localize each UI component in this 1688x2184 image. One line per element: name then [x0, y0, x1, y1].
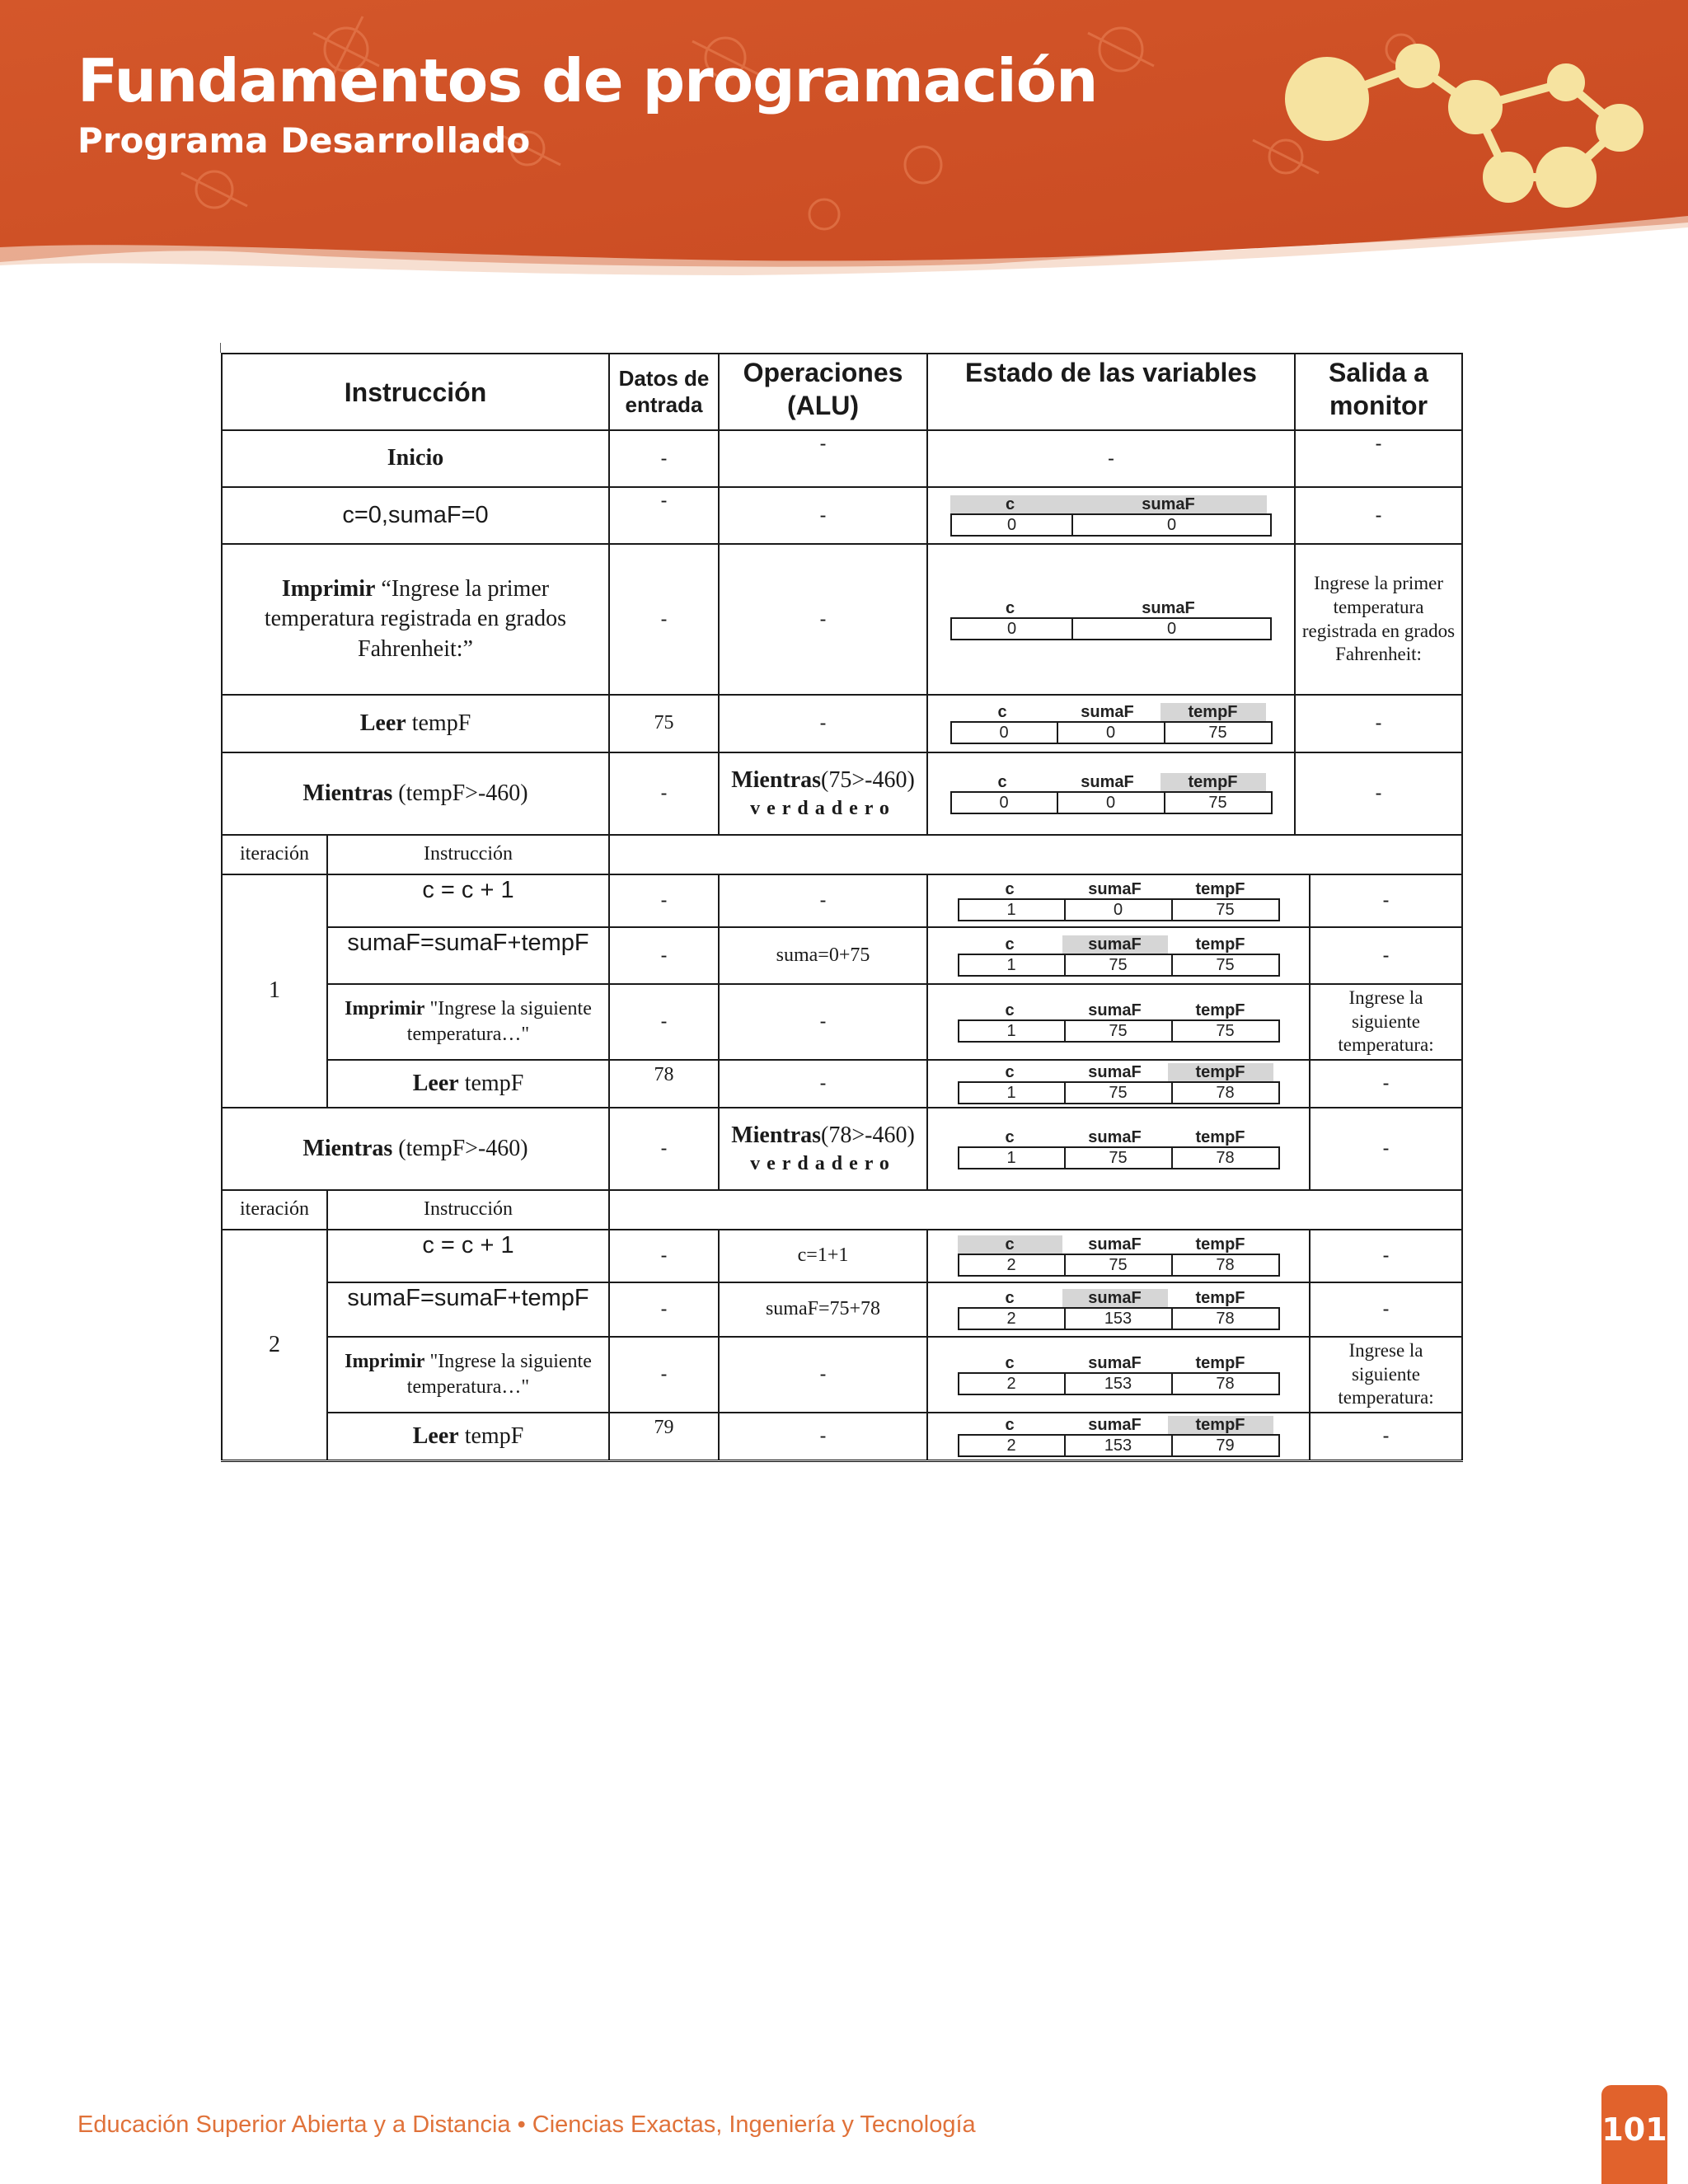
- var-label-sumaF: sumaF: [1070, 495, 1267, 513]
- var-label-sumaF: sumaF: [1088, 1415, 1142, 1434]
- row-iter1-leer: [222, 1060, 1462, 1108]
- iteration-header-row: [222, 835, 1462, 874]
- datos-cell: -: [609, 874, 719, 927]
- var-value-tempF: 75: [1216, 1022, 1235, 1040]
- row-leer: [222, 695, 1462, 752]
- instr-c-inc: c = c + 1: [327, 1230, 609, 1282]
- operacion-cell: c=1+1: [719, 1230, 927, 1282]
- var-value-c: 0: [952, 723, 1058, 743]
- imprimir-text: “Ingrese la primer temperatura registrada en grados Fahrenheit:”: [264, 575, 567, 662]
- var-label-c: c: [1005, 880, 1015, 898]
- datos-cell: 78: [609, 1060, 719, 1108]
- row-inicio: [222, 430, 1462, 487]
- salida-cell: -: [1310, 874, 1462, 927]
- var-value-tempF: 78: [1216, 1256, 1235, 1274]
- imprimir-text: "Ingrese la siguiente temperatura…": [406, 1350, 592, 1398]
- mientras-cond: (tempF>-460): [398, 780, 528, 806]
- var-value-sumaF: 0: [1066, 900, 1173, 920]
- instr-leer: [327, 1060, 609, 1108]
- var-value-c: 0: [952, 515, 1073, 535]
- var-label-sumaF: sumaF: [1088, 880, 1142, 898]
- row-iter2-c: [222, 1230, 1462, 1282]
- page-subtitle: Programa Desarrollado: [77, 120, 531, 161]
- var-value-c: 0: [952, 793, 1058, 813]
- salida-cell: -: [1310, 1230, 1462, 1282]
- keyword-mientras: Mientras: [302, 1135, 393, 1161]
- var-label-tempF: tempF: [1195, 1354, 1245, 1372]
- row-imprimir-primer: [222, 544, 1462, 695]
- salida-cell: -: [1310, 1413, 1462, 1460]
- row-iter1-c: [222, 874, 1462, 927]
- var-label-c: c: [950, 495, 1070, 513]
- instr-mientras: [222, 752, 609, 835]
- var-value-tempF: 79: [1216, 1436, 1235, 1455]
- var-value-c: 2: [959, 1436, 1066, 1455]
- row-iter1-imprimir: [222, 984, 1462, 1060]
- var-value-sumaF: 153: [1066, 1309, 1173, 1329]
- instr-mientras: [222, 1108, 609, 1190]
- estado-cell: [927, 1337, 1310, 1413]
- estado-cell: [927, 487, 1295, 544]
- trace-table-container: [221, 353, 1461, 1462]
- var-label-sumaF: sumaF: [1088, 1235, 1142, 1254]
- instruccion-label: Instrucción: [327, 835, 609, 874]
- operacion-cell: suma=0+75: [719, 927, 927, 984]
- datos-cell: 75: [609, 695, 719, 752]
- var-label-tempF: tempF: [1160, 773, 1266, 791]
- operacion-cell: -: [719, 487, 927, 544]
- var-value-sumaF: 0: [1166, 515, 1177, 534]
- variable-box: [958, 935, 1280, 977]
- operacion-cell: -: [719, 1060, 927, 1108]
- variable-box: [958, 880, 1280, 921]
- datos-cell: -: [609, 1230, 719, 1282]
- var-value-c: 1: [959, 1148, 1066, 1168]
- op-keyword-mientras: Mientras: [731, 767, 822, 794]
- var-value-sumaF: 153: [1066, 1436, 1173, 1455]
- var-label-tempF: tempF: [1168, 1416, 1273, 1434]
- op-keyword-mientras: Mientras: [731, 1122, 822, 1149]
- leer-var: tempF: [464, 1422, 524, 1449]
- var-value-sumaF: 0: [1058, 793, 1165, 813]
- table-corner-mark: [220, 343, 221, 353]
- page-number: 101: [1601, 2111, 1667, 2148]
- trace-table: [221, 353, 1463, 1462]
- var-value-c: 2: [959, 1374, 1066, 1394]
- var-label-sumaF: sumaF: [1081, 703, 1134, 721]
- variable-box: [958, 1063, 1280, 1104]
- var-label-sumaF: sumaF: [1088, 1128, 1142, 1146]
- var-value-c: 2: [959, 1255, 1066, 1275]
- instr-c-inc: c = c + 1: [327, 874, 609, 927]
- estado-cell: [927, 544, 1295, 695]
- iteration-header-blank: [609, 835, 1462, 874]
- header-banner: [0, 0, 1688, 297]
- var-label-tempF: tempF: [1195, 1001, 1245, 1019]
- salida-cell: -: [1310, 927, 1462, 984]
- header-operaciones: Operaciones (ALU): [719, 354, 927, 430]
- keyword-imprimir: Imprimir: [281, 575, 376, 602]
- instr-imprimir-primer: [222, 544, 609, 695]
- estado-cell: [927, 1282, 1310, 1337]
- var-label-c: c: [1005, 1354, 1015, 1372]
- salida-cell: -: [1310, 1060, 1462, 1108]
- salida-cell: -: [1295, 487, 1462, 544]
- var-label-tempF: tempF: [1195, 1235, 1245, 1254]
- datos-cell: -: [609, 430, 719, 487]
- var-label-c: c: [997, 703, 1007, 721]
- instr-suma: sumaF=sumaF+tempF: [327, 1282, 609, 1337]
- var-value-c: 2: [959, 1309, 1066, 1329]
- instr-init: c=0,sumaF=0: [222, 487, 609, 544]
- var-label-c: c: [997, 773, 1007, 791]
- header-salida: Salida a monitor: [1295, 354, 1462, 430]
- mientras-cond: (tempF>-460): [398, 1135, 528, 1161]
- var-label-tempF: tempF: [1195, 935, 1245, 954]
- op-cond: (75>-460): [821, 767, 915, 794]
- var-label-sumaF: sumaF: [1062, 1289, 1168, 1307]
- var-value-sumaF: 75: [1066, 1083, 1173, 1103]
- variable-box: [958, 1289, 1280, 1330]
- datos-cell: -: [609, 927, 719, 984]
- instr-suma: sumaF=sumaF+tempF: [327, 927, 609, 984]
- estado-cell: [927, 927, 1310, 984]
- var-value-tempF: 78: [1216, 1375, 1235, 1393]
- salida-cell: -: [1295, 752, 1462, 835]
- var-value-tempF: 75: [1208, 724, 1227, 742]
- iteration-number: 1: [222, 874, 327, 1108]
- var-label-tempF: tempF: [1160, 703, 1266, 721]
- keyword-leer: Leer: [412, 1422, 459, 1449]
- var-label-c: c: [1005, 1001, 1015, 1019]
- instr-imprimir: [327, 984, 609, 1060]
- var-value-tempF: 75: [1216, 955, 1235, 974]
- var-label-c: c: [1005, 935, 1015, 954]
- var-value-sumaF: 75: [1066, 1255, 1173, 1275]
- iteration-header-row: [222, 1190, 1462, 1230]
- op-cond: (78>-460): [821, 1122, 915, 1149]
- op-result: verdadero: [750, 1152, 896, 1174]
- var-value-sumaF: 75: [1066, 1021, 1173, 1041]
- row-iter2-imprimir: [222, 1337, 1462, 1413]
- operacion-cell: -: [719, 1337, 927, 1413]
- var-label-c: c: [1005, 598, 1015, 617]
- estado-cell: [927, 752, 1295, 835]
- variable-box: [950, 599, 1272, 640]
- salida-cell: -: [1310, 1282, 1462, 1337]
- page-title: Fundamentos de programación: [77, 46, 1098, 115]
- operacion-cell: [719, 752, 927, 835]
- var-label-c: c: [1005, 1289, 1015, 1307]
- operacion-cell: -: [719, 984, 927, 1060]
- var-value-sumaF: 75: [1066, 1148, 1173, 1168]
- header-estado: Estado de las variables: [927, 354, 1295, 430]
- var-label-tempF: tempF: [1195, 1128, 1245, 1146]
- variable-box: [950, 703, 1273, 744]
- instruccion-label: Instrucción: [327, 1190, 609, 1230]
- var-value-tempF: 78: [1216, 1149, 1235, 1167]
- leer-var: tempF: [464, 1070, 524, 1096]
- var-label-c: c: [1005, 1415, 1015, 1434]
- var-label-sumaF: sumaF: [1088, 1001, 1142, 1019]
- estado-cell: [927, 1108, 1310, 1190]
- row-iter2-suma: [222, 1282, 1462, 1337]
- row-mientras: [222, 752, 1462, 835]
- estado-cell: [927, 874, 1310, 927]
- var-label-tempF: tempF: [1195, 1289, 1245, 1307]
- operacion-cell: [719, 1108, 927, 1190]
- row-iter1-suma: [222, 927, 1462, 984]
- var-label-sumaF: sumaF: [1088, 1063, 1142, 1081]
- instr-imprimir: [327, 1337, 609, 1413]
- var-value-tempF: 78: [1216, 1310, 1235, 1328]
- estado-cell: [927, 1230, 1310, 1282]
- var-label-c: c: [1005, 1063, 1015, 1081]
- estado-cell: [927, 984, 1310, 1060]
- datos-cell: -: [609, 544, 719, 695]
- row-iter2-leer: [222, 1413, 1462, 1460]
- header-instruccion: Instrucción: [222, 354, 609, 430]
- var-label-sumaF: sumaF: [1142, 598, 1195, 617]
- var-value-sumaF: 0: [1058, 723, 1165, 743]
- var-label-sumaF: sumaF: [1081, 773, 1134, 791]
- table-header-row: [222, 354, 1462, 430]
- op-result: verdadero: [750, 797, 896, 819]
- var-label-c: c: [1005, 1128, 1015, 1146]
- var-value-c: 1: [959, 955, 1066, 975]
- iteration-header-blank: [609, 1190, 1462, 1230]
- salida-cell: -: [1295, 695, 1462, 752]
- var-value-c: 0: [952, 619, 1073, 639]
- datos-cell: -: [609, 487, 719, 544]
- header-datos: Datos de entrada: [609, 354, 719, 430]
- salida-cell: Ingrese la siguiente temperatura:: [1310, 1337, 1462, 1413]
- instr-inicio: Inicio: [222, 430, 609, 487]
- row-mientras-2: [222, 1108, 1462, 1190]
- variable-box: [958, 1001, 1280, 1043]
- instr-leer: [222, 695, 609, 752]
- variable-box: [958, 1354, 1280, 1395]
- operacion-cell: -: [719, 544, 927, 695]
- datos-cell: -: [609, 752, 719, 835]
- imprimir-text: "Ingrese la siguiente temperatura…": [406, 997, 592, 1045]
- salida-cell: Ingrese la siguiente temperatura:: [1310, 984, 1462, 1060]
- datos-cell: -: [609, 1337, 719, 1413]
- iteracion-label: iteración: [222, 835, 327, 874]
- var-label-sumaF: sumaF: [1088, 1354, 1142, 1372]
- keyword-imprimir: Imprimir: [345, 1350, 425, 1372]
- variable-box: [958, 1235, 1280, 1277]
- operacion-cell: -: [719, 695, 927, 752]
- datos-cell: -: [609, 1108, 719, 1190]
- keyword-leer: Leer: [412, 1070, 459, 1096]
- variable-box: [950, 495, 1272, 537]
- var-label-sumaF: sumaF: [1062, 935, 1168, 954]
- iteracion-label: iteración: [222, 1190, 327, 1230]
- var-value-c: 1: [959, 1021, 1066, 1041]
- operacion-cell: sumaF=75+78: [719, 1282, 927, 1337]
- footer-text: Educación Superior Abierta y a Distancia • Ciencias Exactas, Ingeniería y Tecnología: [77, 2111, 976, 2138]
- var-label-c: c: [958, 1235, 1062, 1254]
- var-label-tempF: tempF: [1195, 880, 1245, 898]
- row-init: [222, 487, 1462, 544]
- datos-cell: -: [609, 1282, 719, 1337]
- variable-box: [958, 1416, 1280, 1457]
- var-value-sumaF: 153: [1066, 1374, 1173, 1394]
- var-value-tempF: 75: [1208, 794, 1227, 812]
- variable-box: [950, 773, 1273, 814]
- var-label-tempF: tempF: [1168, 1063, 1273, 1081]
- operacion-cell: -: [719, 874, 927, 927]
- keyword-leer: Leer: [359, 710, 406, 736]
- salida-cell: -: [1295, 430, 1462, 487]
- estado-cell: -: [927, 430, 1295, 487]
- estado-cell: [927, 1060, 1310, 1108]
- estado-cell: [927, 695, 1295, 752]
- estado-cell: [927, 1413, 1310, 1460]
- var-value-tempF: 75: [1216, 901, 1235, 919]
- operacion-cell: -: [719, 430, 927, 487]
- var-value-sumaF: 75: [1066, 955, 1173, 975]
- variable-box: [958, 1128, 1280, 1169]
- keyword-imprimir: Imprimir: [345, 997, 425, 1019]
- instr-leer: [327, 1413, 609, 1460]
- datos-cell: -: [609, 984, 719, 1060]
- var-value-tempF: 78: [1216, 1084, 1235, 1102]
- var-value-c: 1: [959, 900, 1066, 920]
- var-value-sumaF: 0: [1166, 619, 1177, 638]
- var-value-c: 1: [959, 1083, 1066, 1103]
- leer-var: tempF: [411, 710, 471, 736]
- datos-cell: 79: [609, 1413, 719, 1460]
- salida-cell: -: [1310, 1108, 1462, 1190]
- iteration-number: 2: [222, 1230, 327, 1460]
- keyword-mientras: Mientras: [302, 780, 393, 806]
- salida-cell: Ingrese la primer temperatura registrada en grados Fahrenheit:: [1295, 544, 1462, 695]
- operacion-cell: -: [719, 1413, 927, 1460]
